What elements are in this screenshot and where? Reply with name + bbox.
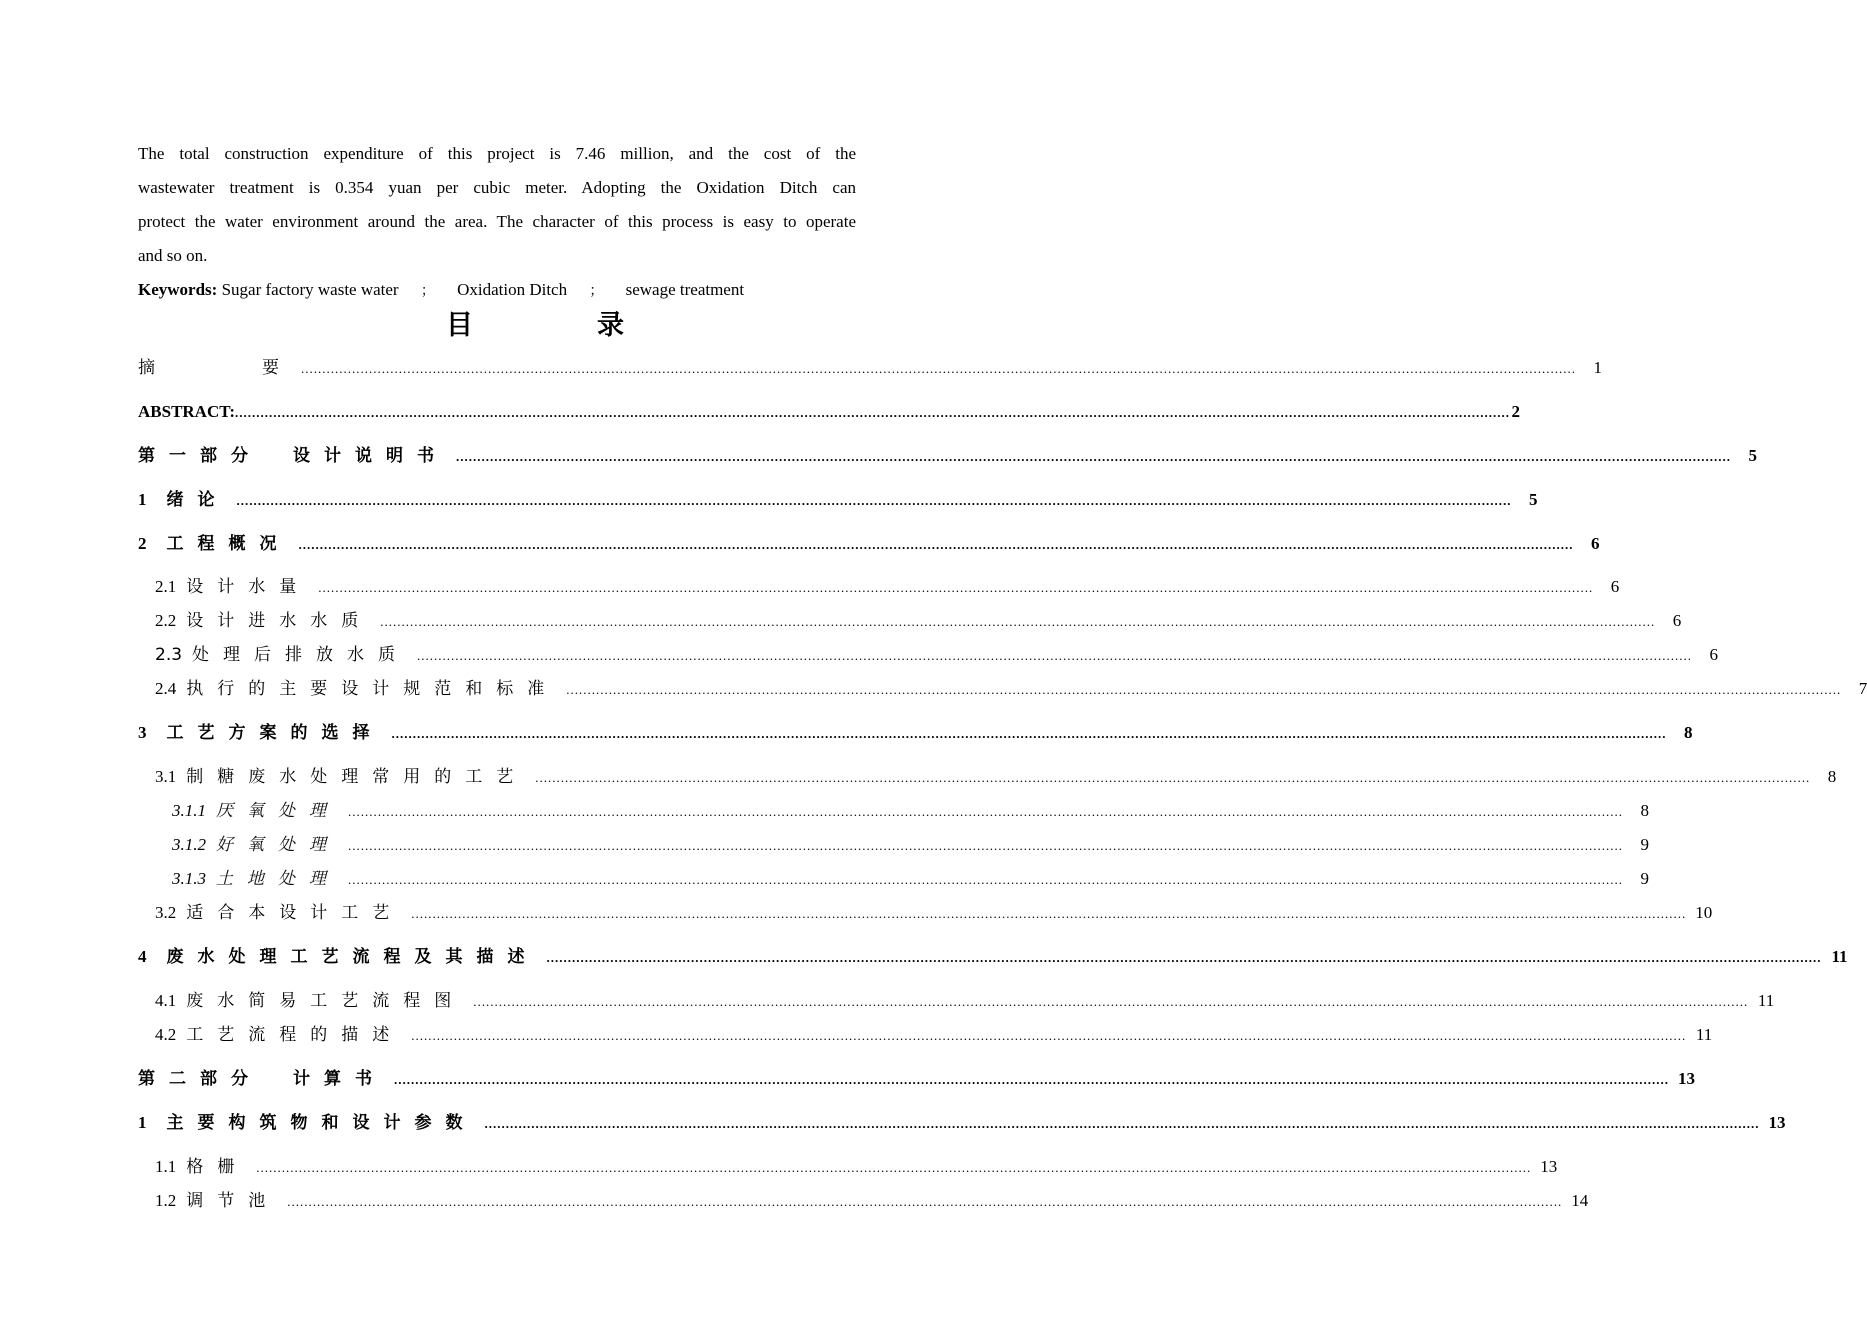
toc-entry-label: ABSTRACT: (138, 402, 235, 421)
toc-entry-number: 1 (138, 490, 147, 509)
toc-entry-page: 6 (1591, 534, 1600, 553)
toc-entry-label: 绪论 (166, 490, 229, 510)
toc-entry-label: 好氧处理 (216, 835, 340, 855)
toc-entry-label: 厌氧处理 (216, 801, 340, 821)
toc-entry[interactable] (155, 1153, 1558, 1181)
toc-entry-page: 1 (1593, 358, 1602, 377)
keywords-label: Keywords: (138, 280, 218, 299)
toc-title-left: 目 (446, 310, 473, 341)
toc-entry[interactable] (155, 573, 1620, 601)
toc-entry-label: 适合本设计工艺 (186, 903, 404, 923)
toc-entry-number: 2.2 (155, 611, 177, 630)
toc-entry-page: 9 (1640, 835, 1649, 854)
toc-entry-page: 7 (1858, 679, 1867, 698)
toc-entry-number: 4.1 (155, 991, 177, 1010)
toc-entry[interactable] (138, 719, 1693, 747)
toc-entry-label: 主要构筑物和设计参数 (166, 1113, 477, 1133)
toc-leader: ............................................................................................................................................................................................................................................................................................................ (236, 493, 1512, 508)
toc-leader: ............................................................................................................................................................................................................................................................................................................ (456, 449, 1731, 464)
toc-entry-number: 4 (138, 947, 147, 966)
toc-leader: ............................................................................................................................................................................................................................................................................................................ (298, 537, 1574, 552)
toc-entry[interactable] (138, 442, 1757, 470)
toc-entry-page: 6 (1672, 611, 1682, 630)
toc-entry-page: 8 (1684, 723, 1693, 742)
toc-entry-label: 工艺流程的描述 (186, 1025, 404, 1045)
toc-entry[interactable] (155, 607, 1682, 635)
toc-entry-label: 调节池 (186, 1191, 280, 1211)
toc-entry-label: 处理后排放水质 (192, 645, 410, 665)
toc-leader: ............................................................................................................................................................................................................................................................................................................ (234, 405, 1510, 420)
toc-entry[interactable] (138, 354, 1602, 382)
toc-leader: ............................................................................................................................................................................................................................................................................................................ (301, 361, 1576, 376)
toc-entry-label: 废水简易工艺流程图 (186, 991, 466, 1011)
abstract-line-3: protect the water environment around the area. The character of this process is easy to operate (138, 212, 856, 231)
toc-entry-page: 5 (1529, 490, 1538, 509)
toc-entry-label: 工艺方案的选择 (166, 723, 384, 743)
toc-entry[interactable] (138, 1109, 1786, 1137)
toc-entry[interactable] (172, 797, 1649, 825)
toc-entry-number: 1 (138, 1113, 147, 1132)
toc-entry-number: 2 (138, 534, 147, 553)
toc-entry-label: 摘 要 (138, 358, 293, 378)
toc-entry-number: 3.2 (155, 903, 177, 922)
toc-entry[interactable] (138, 1065, 1695, 1093)
keyword-separator: ； (589, 283, 604, 299)
toc-entry-page: 8 (1640, 801, 1649, 820)
toc-entry-label: 第一部分 设计说明书 (138, 446, 448, 466)
toc-leader: ............................................................................................................................................................................................................................................................................................................ (566, 682, 1842, 697)
toc-entry-label: 执行的主要设计规范和标准 (186, 679, 559, 699)
toc-entry-number: 2.4 (155, 679, 177, 698)
toc-leader: ............................................................................................................................................................................................................................................................................................................ (484, 1116, 1760, 1131)
toc-leader: ............................................................................................................................................................................................................................................................................................................ (348, 838, 1623, 853)
toc-entry-label: 废水处理工艺流程及其描述 (166, 947, 539, 967)
toc-leader: ............................................................................................................................................................................................................................................................................................................ (287, 1194, 1563, 1209)
toc-entry[interactable] (155, 641, 1719, 669)
toc-entry[interactable] (138, 398, 1520, 426)
toc-entry-number: 4.2 (155, 1025, 177, 1044)
toc-leader: ............................................................................................................................................................................................................................................................................................................ (546, 950, 1822, 965)
toc-entry[interactable] (138, 486, 1538, 514)
toc-leader: ............................................................................................................................................................................................................................................................................................................ (318, 580, 1594, 595)
toc-entry-number: 3 (138, 723, 147, 742)
toc-entry[interactable] (155, 675, 1867, 703)
keyword-1: Sugar factory waste water (221, 280, 399, 299)
toc-entry-label: 设计进水水质 (186, 611, 373, 631)
toc-leader: ............................................................................................................................................................................................................................................................................................................ (391, 726, 1667, 741)
toc-entry-number: 3.1.2 (172, 835, 206, 854)
toc-entry-page: 5 (1748, 446, 1757, 465)
toc-leader: ............................................................................................................................................................................................................................................................................................................ (411, 906, 1687, 921)
toc-entry[interactable] (155, 763, 1837, 791)
keywords-line (138, 273, 744, 308)
toc-entry[interactable] (138, 530, 1600, 558)
toc-entry-label: 土地处理 (216, 869, 340, 889)
toc-entry-page: 13 (1768, 1113, 1786, 1132)
toc-leader: ............................................................................................................................................................................................................................................................................................................ (473, 994, 1749, 1009)
toc-leader: ............................................................................................................................................................................................................................................................................................................ (535, 770, 1811, 785)
keyword-3: sewage treatment (625, 280, 745, 299)
toc-entry-label: 制糖废水处理常用的工艺 (186, 767, 528, 787)
abstract-line-1: The total construction expenditure of this project is 7.46 million, and the cost of the (138, 144, 856, 163)
toc-entry-number: 1.2 (155, 1191, 177, 1210)
toc-entry-page: 13 (1540, 1157, 1558, 1176)
toc-entry-page: 11 (1757, 991, 1775, 1010)
toc-leader: ............................................................................................................................................................................................................................................................................................................ (348, 804, 1623, 819)
toc-entry-page: 2 (1511, 402, 1520, 421)
toc-entry-number: 3.1 (155, 767, 177, 786)
toc-entry[interactable] (138, 943, 1848, 971)
toc-entry-page: 14 (1571, 1191, 1589, 1210)
toc-entry-page: 6 (1610, 577, 1620, 596)
toc-leader: ............................................................................................................................................................................................................................................................................................................ (411, 1028, 1687, 1043)
toc-entry-page: 11 (1695, 1025, 1713, 1044)
toc-entry-page: 6 (1709, 645, 1719, 664)
toc-entry-number: 3.1.1 (172, 801, 206, 820)
abstract-line-2: wastewater treatment is 0.354 yuan per cubic meter. Adopting the Oxidation Ditch can (138, 178, 856, 197)
keyword-separator: ； (420, 283, 435, 299)
toc-title-right: 录 (597, 310, 624, 341)
toc-entry-number: 3.1.3 (172, 869, 206, 888)
toc-title (446, 306, 624, 346)
toc-entry[interactable] (155, 899, 1713, 927)
toc-entry-label: 格栅 (186, 1157, 249, 1177)
toc-entry-number: 2.3 (155, 645, 183, 665)
toc-entry-label: 工程概况 (166, 534, 291, 554)
toc-leader: ............................................................................................................................................................................................................................................................................................................ (256, 1160, 1532, 1175)
toc-leader: ............................................................................................................................................................................................................................................................................................................ (380, 614, 1656, 629)
toc-entry-page: 11 (1831, 947, 1848, 966)
toc-entry-number: 2.1 (155, 577, 177, 596)
toc-entry[interactable] (155, 987, 1775, 1015)
toc-entry-page: 9 (1640, 869, 1649, 888)
toc-leader: ............................................................................................................................................................................................................................................................................................................ (417, 648, 1693, 663)
toc-entry-page: 10 (1695, 903, 1713, 922)
keyword-2: Oxidation Ditch (457, 280, 568, 299)
toc-entry[interactable] (155, 1187, 1589, 1215)
toc-leader: ............................................................................................................................................................................................................................................................................................................ (394, 1072, 1669, 1087)
toc-entry-number: 1.1 (155, 1157, 177, 1176)
toc-entry-label: 设计水量 (186, 577, 311, 597)
toc-entry-page: 13 (1678, 1069, 1695, 1088)
toc-entry-page: 8 (1827, 767, 1837, 786)
toc-entry[interactable] (155, 1021, 1713, 1049)
toc-leader: ............................................................................................................................................................................................................................................................................................................ (348, 872, 1623, 887)
toc-entry[interactable] (172, 831, 1649, 859)
abstract-line-4: and so on. (138, 246, 208, 265)
toc-entry[interactable] (172, 865, 1649, 893)
toc-entry-label: 第二部分 计算书 (138, 1069, 386, 1089)
